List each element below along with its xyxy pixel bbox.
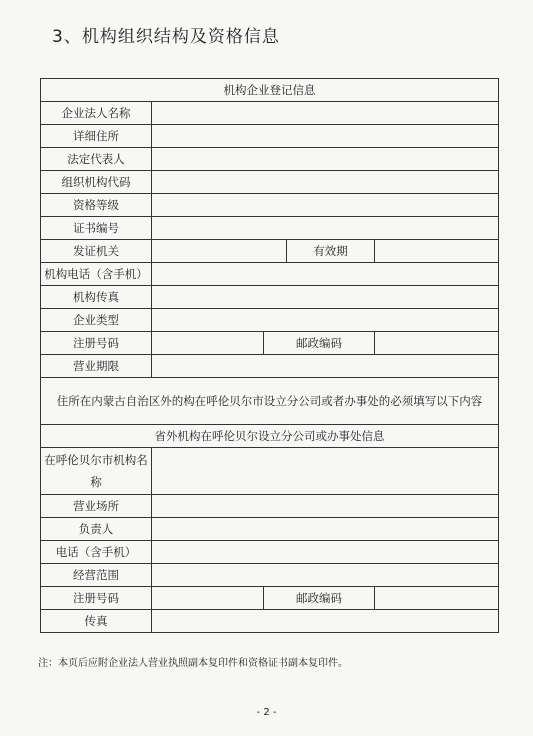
issuer-field[interactable] bbox=[152, 240, 287, 263]
org-code-field[interactable] bbox=[152, 171, 499, 194]
scope-field[interactable] bbox=[152, 564, 499, 587]
fax-field[interactable] bbox=[152, 286, 499, 309]
term-field[interactable] bbox=[152, 355, 499, 378]
branch-postcode-label: 邮政编码 bbox=[264, 587, 375, 610]
branch-phone-label: 电话（含手机） bbox=[41, 541, 152, 564]
premises-label: 营业场所 bbox=[41, 495, 152, 518]
manager-field[interactable] bbox=[152, 518, 499, 541]
org-code-label: 组织机构代码 bbox=[41, 171, 152, 194]
branch-name-field[interactable] bbox=[152, 448, 499, 495]
branch-reg-no-label: 注册号码 bbox=[41, 587, 152, 610]
term-label: 营业期限 bbox=[41, 355, 152, 378]
qualification-form bbox=[40, 78, 499, 633]
branch-name-label: 在呼伦贝尔市机构名称 bbox=[41, 448, 152, 495]
branch-postcode-field[interactable] bbox=[375, 587, 499, 610]
grade-field[interactable] bbox=[152, 194, 499, 217]
address-label: 详细住所 bbox=[41, 125, 152, 148]
legal-name-field[interactable] bbox=[152, 102, 499, 125]
postcode-field[interactable] bbox=[375, 332, 499, 355]
notice-text: 住所在内蒙古自治区外的构在呼伦贝尔市设立分公司或者办事处的必须填写以下内容 bbox=[41, 378, 499, 425]
address-field[interactable] bbox=[152, 125, 499, 148]
branch-fax-label: 传真 bbox=[41, 610, 152, 633]
validity-label: 有效期 bbox=[287, 240, 375, 263]
phone-field[interactable] bbox=[152, 263, 499, 286]
premises-field[interactable] bbox=[152, 495, 499, 518]
postcode-label: 邮政编码 bbox=[264, 332, 375, 355]
branch-reg-no-field[interactable] bbox=[152, 587, 264, 610]
phone-label: 机构电话（含手机） bbox=[41, 263, 152, 286]
section1-title: 机构企业登记信息 bbox=[41, 79, 499, 102]
validity-field[interactable] bbox=[375, 240, 499, 263]
reg-no-label: 注册号码 bbox=[41, 332, 152, 355]
footnote: 注：本页后应附企业法人营业执照副本复印件和资格证书副本复印件。 bbox=[38, 658, 348, 669]
branch-fax-field[interactable] bbox=[152, 610, 499, 633]
legal-name-label: 企业法人名称 bbox=[41, 102, 152, 125]
branch-phone-field[interactable] bbox=[152, 541, 499, 564]
page-number: - 2 - bbox=[256, 707, 277, 718]
cert-no-label: 证书编号 bbox=[41, 217, 152, 240]
company-type-field[interactable] bbox=[152, 309, 499, 332]
grade-label: 资格等级 bbox=[41, 194, 152, 217]
representative-field[interactable] bbox=[152, 148, 499, 171]
cert-no-field[interactable] bbox=[152, 217, 499, 240]
issuer-label: 发证机关 bbox=[41, 240, 152, 263]
representative-label: 法定代表人 bbox=[41, 148, 152, 171]
page-heading: 3、机构组织结构及资格信息 bbox=[52, 27, 280, 47]
reg-no-field[interactable] bbox=[152, 332, 264, 355]
manager-label: 负责人 bbox=[41, 518, 152, 541]
fax-label: 机构传真 bbox=[41, 286, 152, 309]
section2-title: 省外机构在呼伦贝尔设立分公司或办事处信息 bbox=[41, 425, 499, 448]
company-type-label: 企业类型 bbox=[41, 309, 152, 332]
scope-label: 经营范围 bbox=[41, 564, 152, 587]
